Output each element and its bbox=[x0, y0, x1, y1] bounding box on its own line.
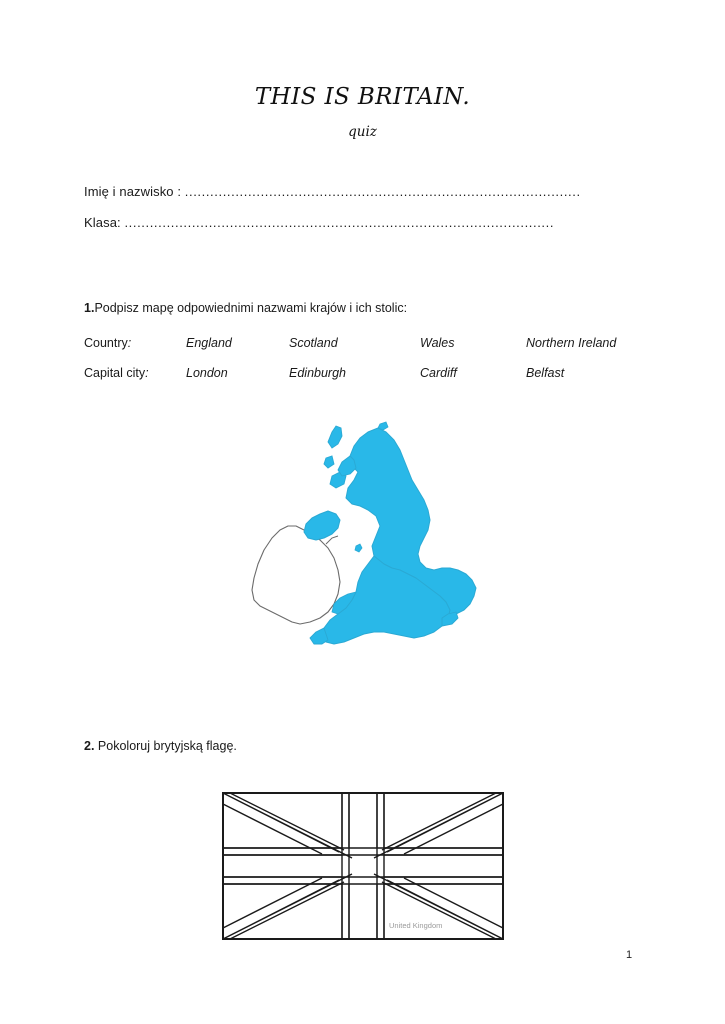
map-region-hebrides-south bbox=[324, 456, 334, 468]
student-class-dots: ...................................................................................................... bbox=[124, 215, 555, 230]
country-scotland: Scotland bbox=[289, 336, 338, 350]
row-label-country bbox=[84, 336, 131, 350]
task-1-text: Podpisz mapę odpowiednimi nazwami krajów i ich stolic: bbox=[94, 301, 408, 315]
task-1-heading bbox=[84, 301, 407, 315]
map-region-isle-of-man bbox=[355, 544, 362, 552]
row-label-country-text: Country bbox=[84, 336, 128, 350]
row-label-capital-suffix: : bbox=[145, 366, 149, 380]
map-region-ireland-inner-line bbox=[326, 536, 338, 544]
task-1-number: 1. bbox=[84, 301, 95, 315]
map-region-northern-ireland bbox=[304, 511, 340, 540]
row-label-capital-city bbox=[84, 366, 149, 380]
student-class-field[interactable] bbox=[84, 215, 554, 230]
page-title: THIS IS BRITAIN. bbox=[254, 84, 471, 110]
flag-credit: United Kingdom bbox=[389, 921, 443, 930]
capital-belfast: Belfast bbox=[526, 366, 565, 380]
map-region-ireland bbox=[252, 526, 340, 624]
country-wales: Wales bbox=[420, 336, 455, 350]
student-name-label: Imię i nazwisko : bbox=[84, 184, 182, 199]
capital-edinburgh: Edinburgh bbox=[289, 366, 346, 380]
page-subtitle: quiz bbox=[348, 124, 377, 140]
union-jack-outline bbox=[222, 792, 504, 940]
task-2-number: 2. bbox=[84, 739, 95, 753]
student-name-dots: .............................................................................................. bbox=[184, 184, 581, 199]
task-2-text: Pokoloruj brytyjską flagę. bbox=[97, 739, 237, 753]
british-isles-map bbox=[228, 418, 508, 676]
map-region-scotland-west-coast bbox=[338, 456, 356, 476]
capital-london: London bbox=[186, 366, 228, 380]
student-name-field[interactable] bbox=[84, 184, 581, 199]
task-2-heading bbox=[84, 739, 237, 753]
country-england: England bbox=[186, 336, 232, 350]
map-region-outer-hebrides bbox=[328, 426, 342, 448]
page-number: 1 bbox=[626, 949, 633, 961]
country-northern-ireland: Northern Ireland bbox=[526, 336, 617, 350]
capital-cardiff: Cardiff bbox=[420, 366, 457, 380]
row-label-capital-text: Capital city bbox=[84, 366, 146, 380]
student-class-label: Klasa: bbox=[84, 215, 121, 230]
row-label-country-suffix: : bbox=[127, 336, 132, 350]
